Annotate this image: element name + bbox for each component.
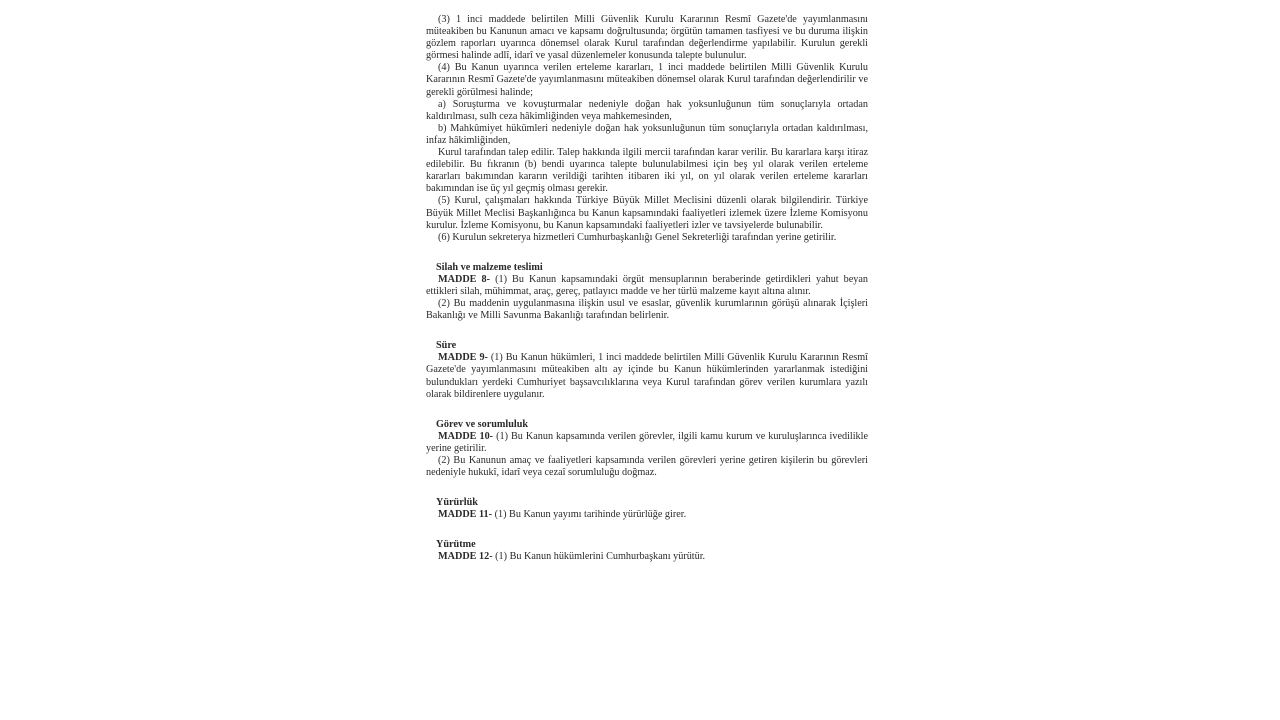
document-body <box>426 14 868 564</box>
paragraph-7-5: (5) Kurul, çalışmaları hakkında Türkiye Büyük Millet Meclisini düzenli olarak bilgilendirir. Türkiye Büyük Millet Meclisi Başkanlığınca bu Kanun kapsamındaki faaliyetleri izlemek üzere İzleme Komisyonu kurulur. İzleme Komisyonu, bu Kanun kapsamındaki faaliyetleri izler ve tavsiyelerde bulunabilir. <box>426 195 868 231</box>
article-11-label: MADDE 11- <box>438 509 493 521</box>
paragraph-7-3: (3) 1 inci maddede belirtilen Milli Güvenlik Kurulu Kararının Resmî Gazete'de yayımlanmasını müteakiben bu Kanunun amacı ve kapsamı doğrultusunda; örgütün tamamen tasfiyesi ve bu duruma ilişkin gözlem raporları uyarınca dönemsel olarak Kurul tarafından değerlendirme yapılabilir. Kurulun gerekli görmesi halinde adlî, idarî ve yasal düzenlemeler konusunda talepte bulunulur. <box>426 14 868 62</box>
article-11-text-1: (1) Bu Kanun yayımı tarihinde yürürlüğe girer. <box>494 509 687 521</box>
article-9-heading: Süre <box>436 340 457 352</box>
article-10-paragraph-2: (2) Bu Kanunun amaç ve faaliyetleri kapsamında verilen görevleri yerine getiren kişilerin bu görevleri nedeniyle hukukî, idarî veya cezaî sorumluluğu doğmaz. <box>426 455 868 479</box>
article-8-heading: Silah ve malzeme teslimi <box>436 261 543 273</box>
paragraph-7-4-a: a) Soruşturma ve kovuşturmalar nedeniyle doğan hak yoksunluğunun tüm sonuçlarıyla ortadan kaldırılması, sulh ceza hâkimliğinden veya mahkemesinden, <box>426 98 868 122</box>
article-10-text-1: (1) Bu Kanun kapsamında verilen görevler, ilgili kamu kurum ve kuruluşlarınca ivedilikle yerine getirilir. <box>426 430 869 454</box>
article-12-label: MADDE 12- <box>438 551 493 563</box>
article-10-paragraph-1 <box>426 431 868 455</box>
article-10-label: MADDE 10- <box>438 430 494 442</box>
article-10-heading: Görev ve sorumluluk <box>436 418 529 430</box>
paragraph-7-4-c: Kurul tarafından talep edilir. Talep hakkında ilgili mercii tarafından karar verilir. Bu kararlara karşı itiraz edilebilir. Bu fıkranın (b) bendi uyarınca talepte bulunulabilmesi için beş yıl olarak verilen erteleme kararları bakımından kararın verildiği tarihten itibaren iki yıl, on yıl olarak verilen erteleme kararları bakımından ise üç yıl geçmiş olması gerekir. <box>426 147 868 195</box>
article-12-heading: Yürütme <box>436 539 476 551</box>
paragraph-7-6: (6) Kurulun sekreterya hizmetleri Cumhurbaşkanlığı Genel Sekreterliği tarafından yerine getirilir. <box>438 231 837 243</box>
article-9-text-1: (1) Bu Kanun hükümleri, 1 inci maddede belirtilen Milli Güvenlik Kurulu Kararının Resmî Gazete'de yayımlanmasını müteakiben altı ay içinde bu Kanun hükümlerinden yararlanmak istediğini bulundukları yerdeki Cumhuriyet başsavcılıklarına veya Kurul tarafından görev verilen kurumlara yazılı olarak bildirenlere uygulanır. <box>426 352 868 400</box>
article-11-heading: Yürürlük <box>436 497 478 509</box>
article-12-paragraph-1 <box>426 551 868 563</box>
paragraph-7-4: (4) Bu Kanun uyarınca verilen erteleme kararları, 1 inci maddede belirtilen Milli Güvenlik Kurulu Kararının Resmî Gazete'de yayımlanmasını müteakiben dönemsel olarak Kurul tarafından değerlendirilir ve gerekli görülmesi halinde; <box>426 62 868 98</box>
article-11-paragraph-1 <box>426 509 868 521</box>
article-8-paragraph-2: (2) Bu maddenin uygulanmasına ilişkin usul ve esaslar, güvenlik kurumlarının görüşü alınarak İçişleri Bakanlığı ve Milli Savunma Bakanlığı tarafından belirlenir. <box>426 298 868 322</box>
article-12-text-1: (1) Bu Kanun hükümlerini Cumhurbaşkanı yürütür. <box>495 551 706 563</box>
article-8-label: MADDE 8- <box>438 273 491 285</box>
article-8-text-1: (1) Bu Kanun kapsamındaki örgüt mensuplarının beraberinde getirdikleri yahut beyan ettikleri silah, mühimmat, araç, gereç, patlayıcı madde ve her türlü malzeme kayıt altına alınır. <box>426 273 869 297</box>
article-8-paragraph-1 <box>426 274 868 298</box>
article-9-paragraph-1 <box>426 352 868 400</box>
paragraph-7-4-b: b) Mahkûmiyet hükümleri nedeniyle doğan hak yoksunluğunun tüm sonuçlarıyla ortadan kaldırılması, infaz hâkimliğinden, <box>426 122 868 146</box>
article-9-label: MADDE 9- <box>438 352 488 364</box>
